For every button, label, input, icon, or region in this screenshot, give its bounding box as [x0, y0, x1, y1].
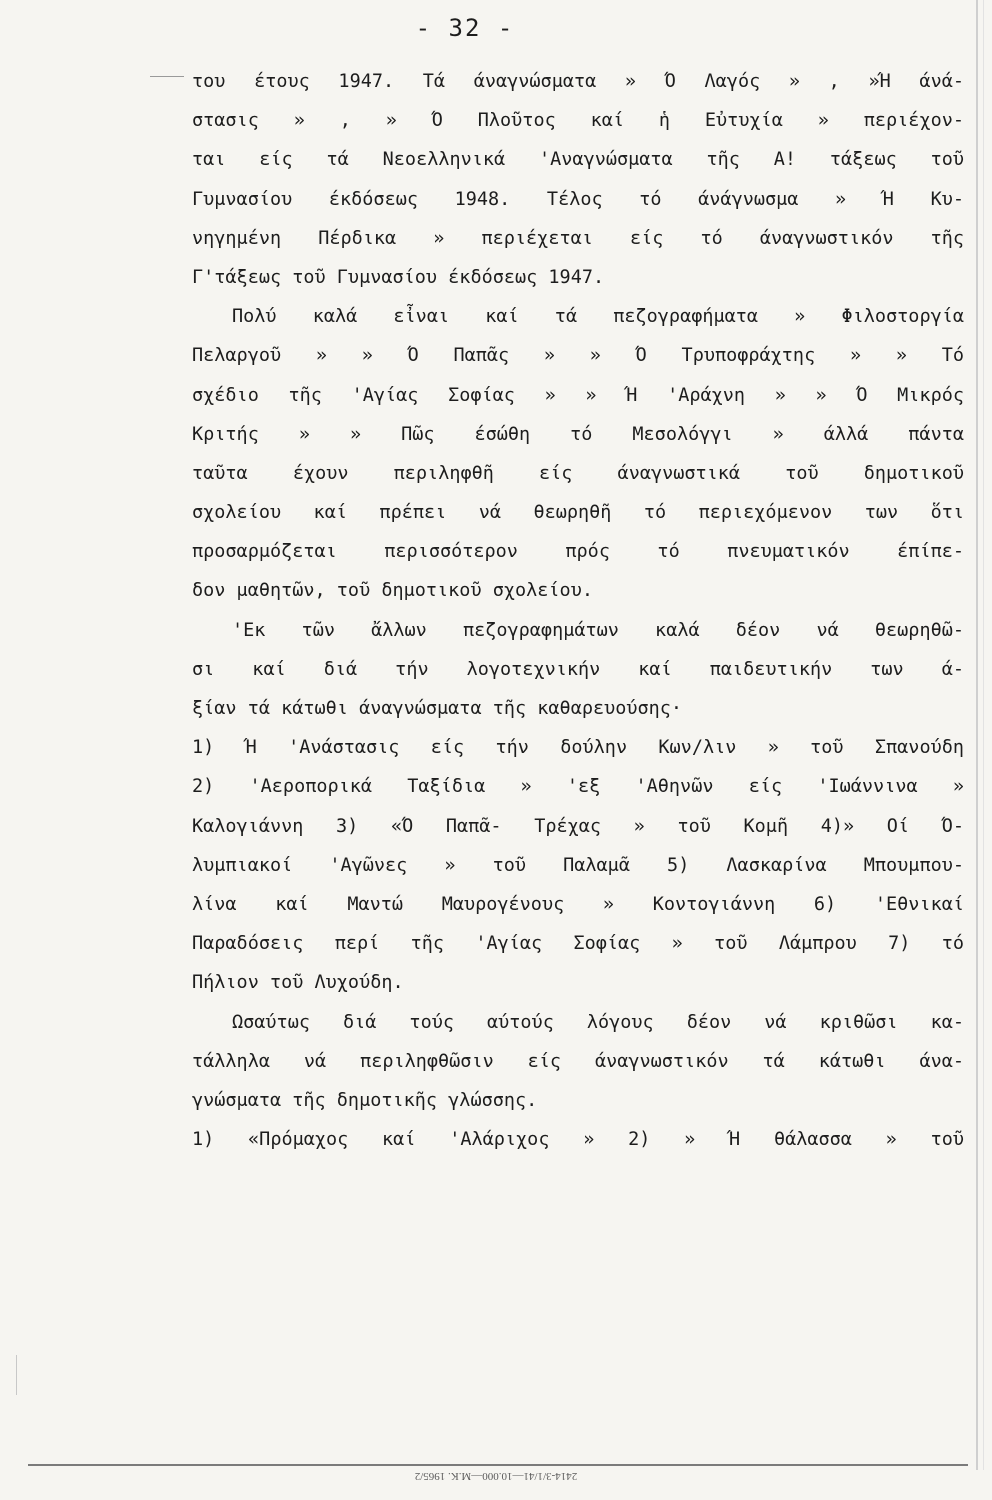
text-line: δον μαθητῶν, τοῦ δημοτικοῦ σχολείου. [192, 580, 593, 602]
text-line: ξίαν τά κάτωθι άναγνώσματα τῆς καθαρευούσης· [192, 698, 683, 719]
text-line: του έτους 1947. Τά άναγνώσματα » Ό Λαγός » , »Ή άνά- [192, 71, 964, 92]
printer-footer: 2414-3/1/41—10.000—Μ.Κ. 1965/2 [414, 1470, 578, 1482]
text-line: Πελαργοῦ » » Ό Παπᾶς » » Ό Τρυποφράχτης » » Τό [192, 345, 964, 367]
text-line: ταῦτα έχουν περιληφθῆ είς άναγνωστικά τοῦ δημοτικοῦ [192, 462, 964, 484]
text-line: Γ'τάξεως τοῦ Γυμνασίου έκδόσεως 1947. [192, 266, 605, 288]
list-line: Πήλιον τοῦ Λυχούδη. [192, 972, 404, 994]
text-line: Κριτής » » Πῶς έσώθη τό Μεσολόγγι » άλλά πάντα [192, 423, 964, 445]
text-line: προσαρμόζεται περισσότερον πρός τό πνευματικόν έπίπε- [192, 541, 964, 563]
text-line: στασις » , » Ό Πλοῦτος καί ἡ Εὐτυχία » περιέχον- [192, 110, 964, 132]
list-line: λίνα καί Μαντώ Μαυρογένους » Κοντογιάννη 6) 'Εθνικαί [192, 893, 964, 915]
list-line: 1) «Πρόμαχος καί 'Αλάριχος » 2) » Ή θάλασσα » τοῦ [192, 1129, 964, 1151]
list-line: Καλογιάννη 3) «Ό Παπᾶ- Τρέχας » τοῦ Κομῆ 4)» Οί Ό- [192, 815, 964, 837]
paragraph-start-line: Ωσαύτως διά τούς αύτούς λόγους δέον νά κριθῶσι κα- [232, 1011, 964, 1033]
list-line: Παραδόσεις περί τῆς 'Αγίας Σοφίας » τοῦ Λάμπρου 7) τό [192, 933, 964, 955]
list-line: 1) Ή 'Ανάστασις είς τήν δούλην Κων/λιν » τοῦ Σπανούδη [192, 737, 964, 759]
text-line: νηγημένη Πέρδικα » περιέχεται είς τό άναγνωστικόν τῆς [192, 227, 964, 249]
margin-marks [16, 1355, 27, 1395]
bottom-rule [28, 1464, 968, 1466]
list-line: 2) 'Αεροπορικά Ταξίδια » 'εξ 'Αθηνῶν είς 'Ιωάννινα » [192, 776, 964, 798]
text-line: σχολείου καί πρέπει νά θεωρηθῆ τό περιεχόμενον των ὅτι [192, 502, 964, 524]
text-line: Γυμνασίου έκδόσεως 1948. Τέλος τό άνάγνωσμα » Ή Κυ- [192, 188, 964, 210]
text-line: τάλληλα νά περιληφθῶσιν είς άναγνωστικόν τά κάτωθι άνα- [192, 1050, 964, 1072]
paragraph-start-line: 'Εκ τῶν ἄλλων πεζογραφημάτων καλά δέον νά θεωρηθῶ- [232, 619, 964, 641]
text-line: γνώσματα τῆς δημοτικῆς γλώσσης. [192, 1089, 538, 1111]
text-line: ται είς τά Νεοελληνικά 'Αναγνώσματα τῆς Α! τάξεως τοῦ [192, 149, 964, 171]
page-edge-line [983, 0, 984, 1470]
margin-dash [150, 76, 184, 77]
typewritten-text [192, 62, 964, 1159]
page-edge-line [976, 0, 978, 1470]
text-line: σχέδιο τῆς 'Αγίας Σοφίας » » Ή 'Αράχνη » » Ό Μικρός [192, 384, 964, 406]
list-line: λυμπιακοί 'Αγῶνες » τοῦ Παλαμᾶ 5) Λασκαρίνα Μπουμπου- [192, 854, 964, 876]
text-line: σι καί διά τήν λογοτεχνικήν καί παιδευτικήν των ά- [192, 658, 964, 680]
page-number: - 32 - [415, 14, 515, 42]
paragraph-start-line: Πολύ καλά εἶναι καί τά πεζογραφήματα » Φιλοστοργία [232, 306, 964, 328]
